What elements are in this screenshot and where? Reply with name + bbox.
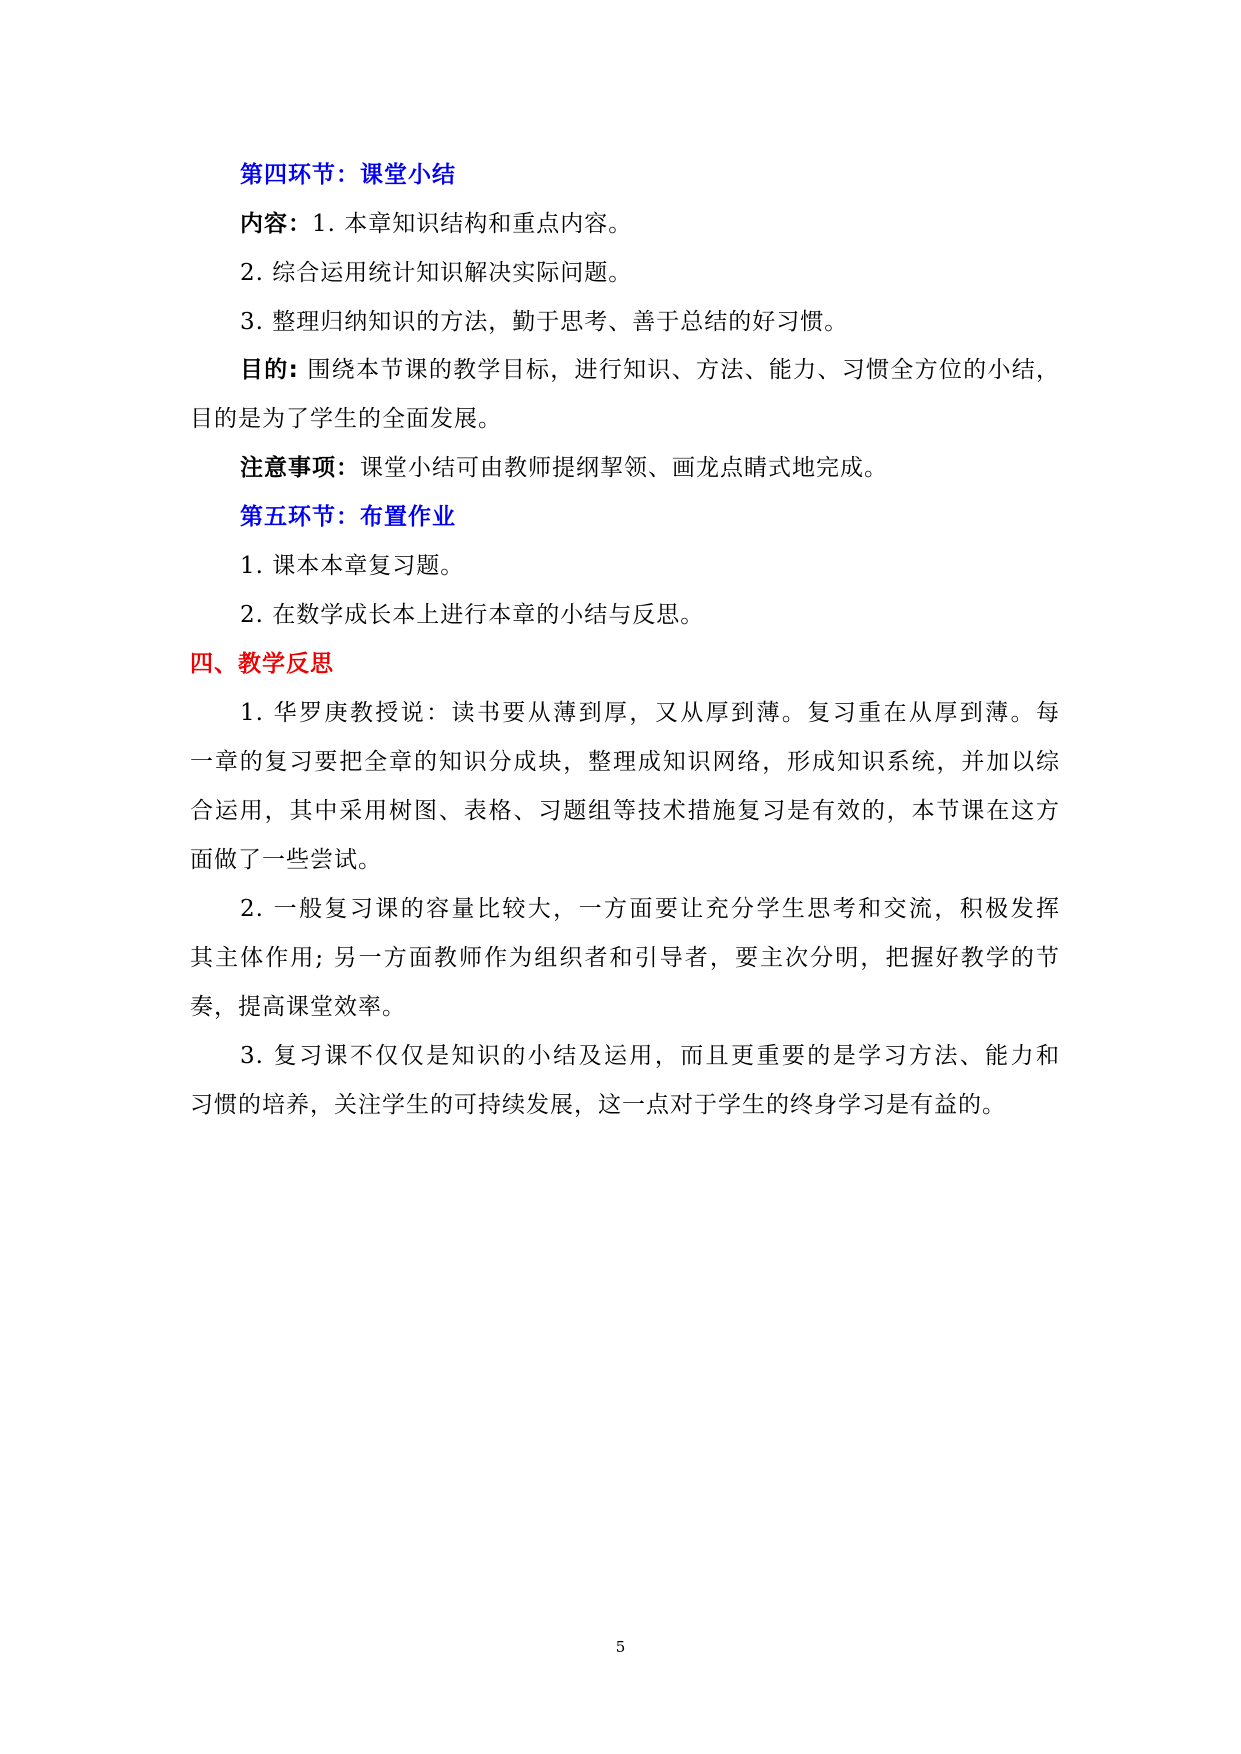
purpose-text-2: 目的是为了学生的全面发展。	[190, 406, 502, 432]
content-item-1: 1. 本章知识结构和重点内容。	[312, 211, 633, 237]
reflection-p1-line-2: 一章的复习要把全章的知识分成块，整理成知识网络，形成知识系统，并加以综	[190, 749, 1060, 775]
page-number: 5	[615, 1638, 626, 1656]
reflection-p2-line-1: 2. 一般复习课的容量比较大，一方面要让充分学生思考和交流，积极发挥	[240, 896, 1060, 922]
reflection-heading: 四、教学反思	[190, 651, 334, 677]
section5-heading: 第五环节：布置作业	[240, 504, 456, 530]
reflection-p1-line-1: 1. 华罗庚教授说：读书要从薄到厚，又从厚到薄。复习重在从厚到薄。每	[240, 700, 1060, 726]
reflection-p3-line-2: 习惯的培养，关注学生的可持续发展，这一点对于学生的终身学习是有益的。	[190, 1092, 1006, 1118]
purpose-text-1: 围绕本节课的教学目标，进行知识、方法、能力、习惯全方位的小结，	[307, 357, 1061, 383]
content-label: 内容：	[240, 211, 312, 237]
content-item-2: 2. 综合运用统计知识解决实际问题。	[240, 260, 633, 286]
content-line-1	[240, 209, 1060, 239]
reflection-p1-line-3: 合运用，其中采用树图、表格、习题组等技术措施复习是有效的，本节课在这方	[190, 798, 1060, 824]
purpose-line-1	[240, 355, 1060, 385]
content-item-3: 3. 整理归纳知识的方法，勤于思考、善于总结的好习惯。	[240, 309, 849, 335]
reflection-p1-line-4: 面做了一些尝试。	[190, 847, 382, 873]
purpose-label: 目的:	[240, 357, 299, 383]
reflection-p2-line-3: 奏，提高课堂效率。	[190, 994, 406, 1020]
homework-item-2: 2. 在数学成长本上进行本章的小结与反思。	[240, 602, 705, 628]
section4-heading: 第四环节：课堂小结	[240, 162, 456, 188]
note-line	[240, 453, 1060, 483]
homework-item-1: 1. 课本本章复习题。	[240, 553, 465, 579]
note-text: 课堂小结可由教师提纲挈领、画龙点睛式地完成。	[360, 455, 888, 481]
reflection-p2-line-2: 其主体作用; 另一方面教师作为组织者和引导者，要主次分明，把握好教学的节	[190, 945, 1060, 971]
reflection-p3-line-1: 3. 复习课不仅仅是知识的小结及运用，而且更重要的是学习方法、能力和	[240, 1043, 1060, 1069]
note-label: 注意事项：	[240, 455, 360, 481]
